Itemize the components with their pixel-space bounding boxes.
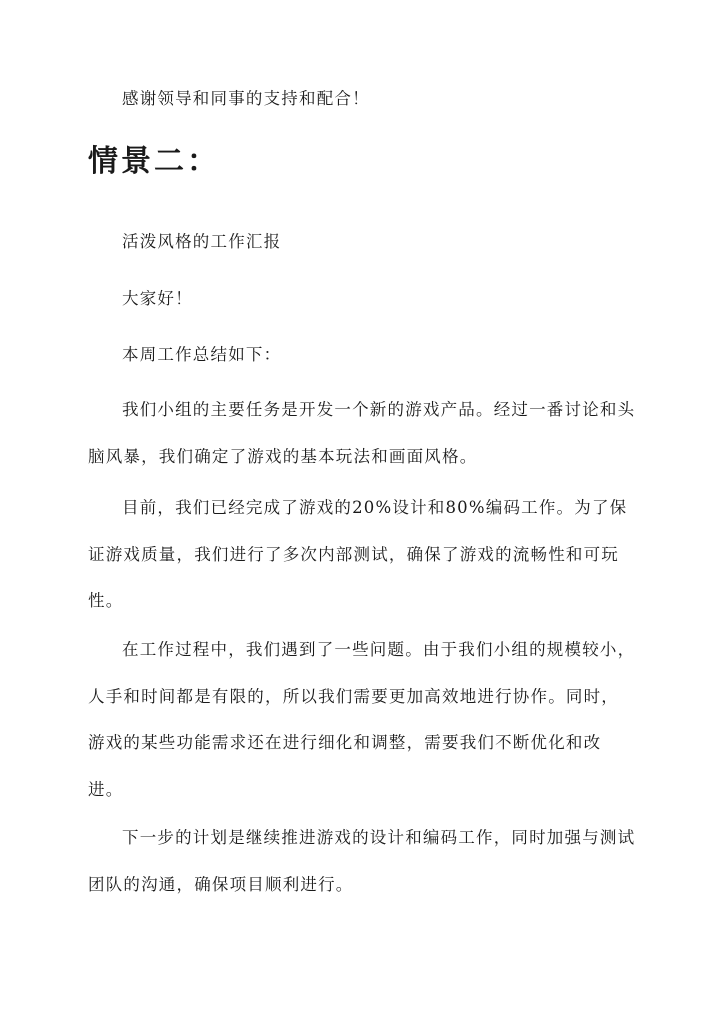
paragraph-problems: 在工作过程中，我们遇到了一些问题。由于我们小组的规模较小，人手和时间都是有限的，所以我们需要更加高效地进行协作。同时，游戏的某些功能需求还在进行细化和调整，需要我们不断优化和改进。 (88, 640, 636, 799)
section-heading: 情景二： (88, 144, 220, 179)
paragraph-task: 我们小组的主要任务是开发一个新的游戏产品。经过一番讨论和头脑风暴，我们确定了游戏的基本玩法和画面风格。 (88, 400, 636, 466)
greeting: 大家好！ (122, 289, 193, 308)
intro-line: 本周工作总结如下： (122, 345, 282, 364)
paragraph-progress: 目前，我们已经完成了游戏的20%设计和80%编码工作。为了保证游戏质量，我们进行了多次内部测试，确保了游戏的流畅性和可玩性。 (88, 498, 628, 610)
paragraph-next-steps: 下一步的计划是继续推进游戏的设计和编码工作，同时加强与测试团队的沟通，确保项目顺利进行。 (88, 828, 636, 894)
report-title: 活泼风格的工作汇报 (122, 232, 282, 251)
closing-line: 感谢领导和同事的支持和配合！ (122, 89, 370, 108)
